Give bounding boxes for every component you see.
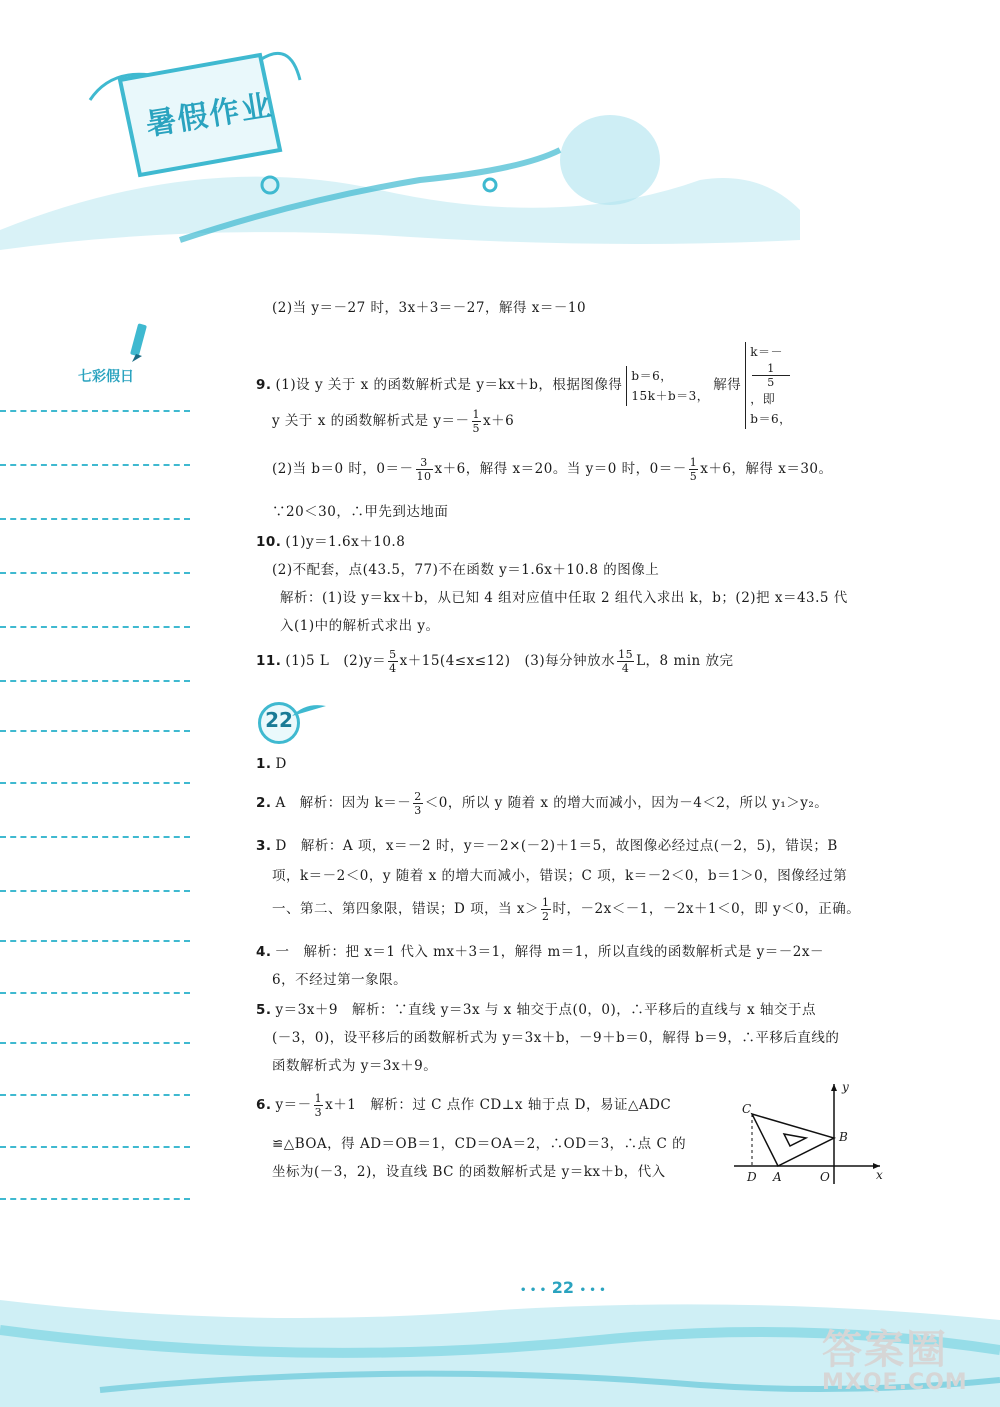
numerator: 5: [389, 648, 397, 661]
note-line: [0, 572, 190, 574]
text: D: [275, 756, 287, 772]
answer-10-4: 入(1)中的解析式求出 y。: [280, 618, 440, 634]
numerator: 1: [314, 1092, 323, 1105]
denominator: 10: [416, 470, 432, 483]
note-line: [0, 1198, 190, 1200]
note-line: [0, 782, 190, 784]
answer-9-1-result: [272, 408, 514, 435]
note-line: [0, 518, 190, 520]
text: x＋15(4≤x≤12) (3)每分钟放水: [399, 653, 616, 669]
text: L，8 min 放完: [636, 653, 734, 669]
equation-system: [626, 366, 709, 406]
fraction: [689, 456, 699, 483]
answer-q3-2: 项，k＝－2＜0，y 随着 x 的增大而减小，错误；C 项，k＝－2＜0，b＝1＞0，图像经过第: [272, 868, 848, 884]
text: b＝6，: [631, 368, 673, 383]
note-line: [0, 1042, 190, 1044]
text: (2)当 b＝0 时，0＝－: [272, 461, 414, 477]
fraction: [314, 1092, 324, 1119]
note-line: [0, 940, 190, 942]
fraction: [752, 362, 789, 389]
watermark-logo: 答案圈: [822, 1327, 948, 1373]
text: A 解析：因为 k＝－: [275, 795, 412, 811]
answer-10-2: (2)不配套，点(43.5，77)不在函数 y＝1.6x＋10.8 的图像上: [272, 562, 660, 578]
text: x＋6: [483, 413, 515, 429]
text: y 关于 x 的函数解析式是 y＝－: [272, 413, 470, 429]
question-number: 9.: [256, 377, 272, 393]
answer-q6-2: ≌△BOA，得 AD＝OB＝1，CD＝OA＝2，∴OD＝3，∴点 C 的: [272, 1136, 687, 1152]
numerator: 1: [689, 456, 698, 469]
answer-11: [256, 648, 734, 675]
leaf-icon: [292, 702, 328, 722]
note-line: [0, 1146, 190, 1148]
numerator: 1: [542, 896, 550, 909]
figure-label-d: D: [747, 1170, 757, 1184]
watermark-url: MXQE.COM: [822, 1370, 968, 1395]
note-line: [0, 1094, 190, 1096]
answer-q3-1: [256, 834, 838, 854]
section-badge-number: 22: [265, 708, 293, 732]
denominator: 5: [767, 376, 775, 389]
y-axis-arrow: [831, 1084, 837, 1091]
denominator: 5: [689, 470, 698, 483]
text: (1)设 y 关于 x 的函数解析式是 y＝kx＋b，根据图像得: [275, 377, 623, 393]
figure-label-c: C: [742, 1102, 752, 1116]
page-dots-right: • • •: [579, 1285, 606, 1296]
question-number: 1.: [256, 756, 272, 772]
numerator: 1: [472, 408, 481, 421]
text: ＜0，所以 y 随着 x 的增大而减小，因为－4＜2，所以 y₁＞y₂。: [424, 795, 829, 811]
answer-10-1: [256, 530, 405, 550]
text: x＋1 解析：过 C 点作 CD⊥x 轴于点 D，易证△ADC: [325, 1097, 672, 1113]
denominator: 2: [542, 910, 550, 923]
numerator: 2: [414, 790, 422, 803]
answer-9-2: [272, 456, 833, 483]
page-dots-left: • • •: [520, 1285, 547, 1296]
text: k＝－: [750, 345, 784, 359]
note-line: [0, 626, 190, 628]
text: y＝3x＋9 解析：∵直线 y＝3x 与 x 轴交于点(0，0)，∴平移后的直线与 x 轴交于点: [275, 1002, 816, 1018]
question-number: 10.: [256, 534, 282, 550]
text: 时，－2x＜－1，－2x＋1＜0，即 y＜0，正确。: [552, 901, 861, 917]
answer-9-3: ∵20＜30，∴甲先到达地面: [272, 504, 449, 520]
page-number-value: 22: [551, 1278, 574, 1297]
text: 一 解析：把 x＝1 代入 mx＋3＝1，解得 m＝1，所以直线的函数解析式是 y＝－2x－: [275, 944, 825, 960]
question-number: 2.: [256, 795, 272, 811]
text: x＋6，解得 x＝30。: [700, 461, 833, 477]
fraction: [617, 648, 634, 675]
text: (1)5 L (2)y＝: [285, 653, 387, 669]
note-line: [0, 464, 190, 466]
header-title: 暑假作业: [143, 88, 276, 143]
numerator: 1: [752, 362, 789, 376]
question-number: 3.: [256, 838, 272, 854]
answer-q5-2: (－3，0)，设平移后的函数解析式为 y＝3x＋b，－9＋b＝0，解得 b＝9，∴平移后直线的: [272, 1030, 840, 1046]
denominator: 3: [314, 1106, 323, 1119]
sidebar-label: 七彩假日: [78, 369, 134, 385]
answer-q1: [256, 756, 287, 772]
text: 一、第二、第四象限，错误；D 项，当 x＞: [272, 901, 540, 917]
fraction: [541, 896, 551, 923]
figure-label-o: O: [820, 1170, 830, 1184]
note-line: [0, 730, 190, 732]
triangle-abc: [752, 1114, 834, 1166]
numerator: 15: [618, 648, 634, 661]
figure-label-b: B: [839, 1130, 848, 1144]
text: b＝6，: [750, 412, 792, 426]
figure-label-y: y: [842, 1080, 849, 1094]
question-number: 11.: [256, 653, 282, 669]
equation-system: [745, 342, 791, 429]
question-number: 4.: [256, 944, 272, 960]
figure-label-a: A: [773, 1170, 782, 1184]
text: y＝－: [275, 1097, 312, 1113]
fraction: [388, 648, 398, 675]
note-line: [0, 410, 190, 412]
note-line: [0, 890, 190, 892]
answer-q4-2: 6，不经过第一象限。: [272, 972, 408, 988]
denominator: 5: [472, 422, 481, 435]
text: 15k＋b＝3，: [631, 388, 710, 403]
pen-icon: [128, 322, 150, 370]
denominator: 3: [414, 804, 422, 817]
answer-q2: [256, 790, 828, 817]
text: (1)y＝1.6x＋10.8: [285, 534, 406, 550]
answer-q3-3: [272, 896, 860, 923]
denominator: 4: [389, 662, 397, 675]
text: 解得: [713, 377, 742, 393]
answer-q5-1: [256, 998, 816, 1018]
fraction: [413, 790, 423, 817]
note-line: [0, 680, 190, 682]
denominator: 4: [621, 662, 630, 675]
text: ，即: [750, 392, 776, 406]
note-line: [0, 992, 190, 994]
question-number: 6.: [256, 1097, 272, 1113]
numerator: 3: [416, 456, 433, 470]
answer-8-2: (2)当 y＝－27 时，3x＋3＝－27，解得 x＝－10: [272, 300, 587, 316]
triangle-hole: [784, 1134, 806, 1146]
answer-q4-1: [256, 940, 824, 960]
answer-10-3: 解析：(1)设 y＝kx＋b，从已知 4 组对应值中任取 2 组代入求出 k，b；(2)把 x＝43.5 代: [280, 590, 848, 606]
fraction: [472, 408, 482, 435]
text: D 解析：A 项，x＝－2 时，y＝－2×(－2)＋1＝5，故图像必经过点(－2，5)，错误；B: [275, 838, 838, 854]
answer-q5-3: 函数解析式为 y＝3x＋9。: [272, 1058, 438, 1074]
note-line: [0, 836, 190, 838]
question-number: 5.: [256, 1002, 272, 1018]
fraction: [416, 456, 433, 483]
answer-q6-3: 坐标为(－3，2)，设直线 BC 的函数解析式是 y＝kx＋b，代入: [272, 1164, 666, 1180]
figure-label-x: x: [876, 1168, 883, 1182]
answer-q6-1: [256, 1092, 671, 1119]
text: x＋6，解得 x＝20。当 y＝0 时，0＝－: [434, 461, 687, 477]
